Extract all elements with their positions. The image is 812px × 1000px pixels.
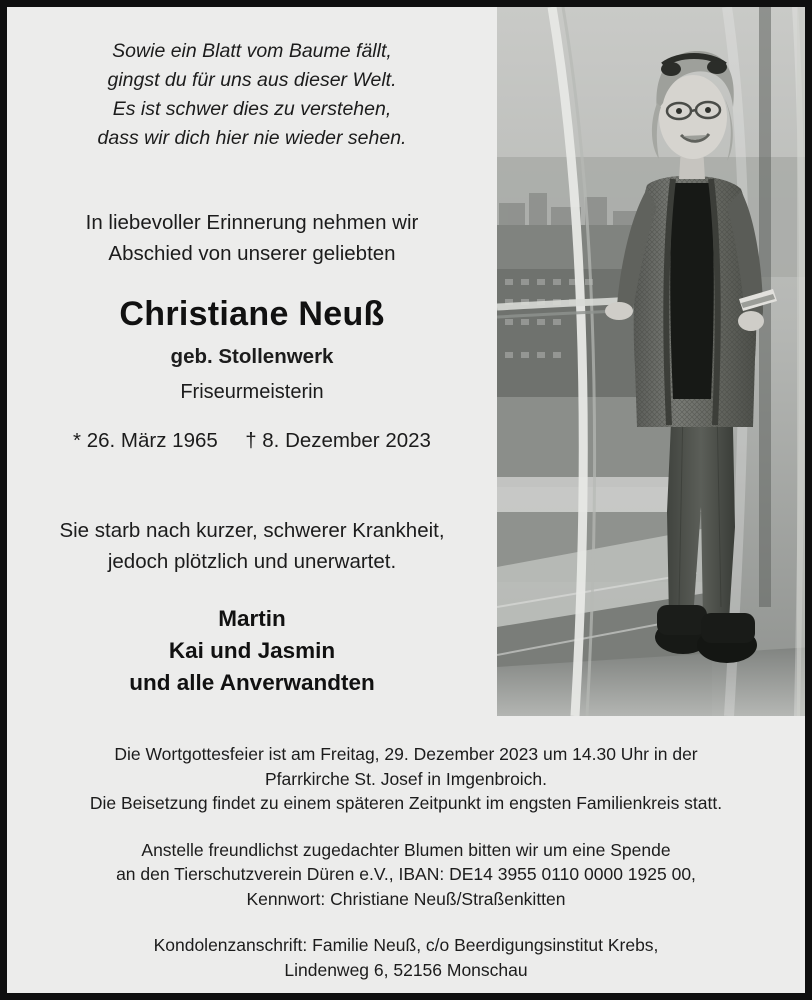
service-line-1: Die Wortgottesfeier ist am Freitag, 29. Dezember 2023 um 14.30 Uhr in der	[114, 744, 698, 764]
birth-date: * 26. März 1965	[73, 429, 218, 452]
illness-line-1: Sie starb nach kurzer, schwerer Krankheit,	[59, 519, 445, 542]
family-line-3: und alle Anverwandten	[129, 670, 375, 695]
bottom-information	[7, 742, 805, 982]
condolence-address	[7, 933, 805, 982]
life-dates	[7, 429, 497, 453]
family-line-2: Kai und Jasmin	[168, 638, 336, 663]
poem	[7, 37, 497, 153]
poem-line-1: Sowie ein Blatt vom Baume fällt,	[112, 40, 392, 62]
profession: Friseurmeisterin	[180, 381, 324, 403]
death-date: † 8. Dezember 2023	[245, 429, 431, 452]
condolence-line-1: Kondolenzanschrift: Familie Neuß, c/o Beerdigungsinstitut Krebs,	[153, 935, 659, 955]
service-line-2: Pfarrkirche St. Josef in Imgenbroich.	[264, 768, 548, 789]
intro-line-1: In liebevoller Erinnerung nehmen wir	[85, 211, 419, 234]
deceased-name: Christiane Neuß	[119, 295, 385, 333]
text-column	[7, 7, 497, 716]
service-line-3: Die Beisetzung findet zu einem späteren Zeitpunkt im engsten Familienkreis statt.	[89, 793, 723, 813]
donation-line-3: Kennwort: Christiane Neuß/Straßenkitten	[246, 888, 566, 909]
service-details	[7, 742, 805, 816]
illness-line-2: jedoch plötzlich und unerwartet.	[107, 550, 397, 573]
donation-details	[7, 838, 805, 912]
poem-line-2: gingst du für uns aus dieser Welt.	[107, 69, 397, 91]
notice-inner	[7, 7, 805, 993]
condolence-line-2: Lindenweg 6, 52156 Monschau	[284, 959, 528, 980]
poem-line-4: dass wir dich hier nie wieder sehen.	[97, 127, 407, 149]
maiden-name: geb. Stollenwerk	[170, 345, 334, 368]
intro-text	[7, 207, 497, 269]
poem-line-3: Es ist schwer dies zu verstehen,	[112, 98, 392, 120]
donation-line-2: an den Tierschutzverein Düren e.V., IBAN: DE14 3955 0110 0000 1925 00,	[116, 864, 696, 884]
family-line-1: Martin	[218, 606, 286, 631]
portrait-photo	[497, 7, 812, 716]
illness-text	[7, 515, 497, 577]
family-names	[7, 603, 497, 699]
intro-line-2: Abschied von unserer geliebten	[108, 242, 396, 265]
donation-line-1: Anstelle freundlichst zugedachter Blumen bitten wir um eine Spende	[141, 839, 671, 860]
